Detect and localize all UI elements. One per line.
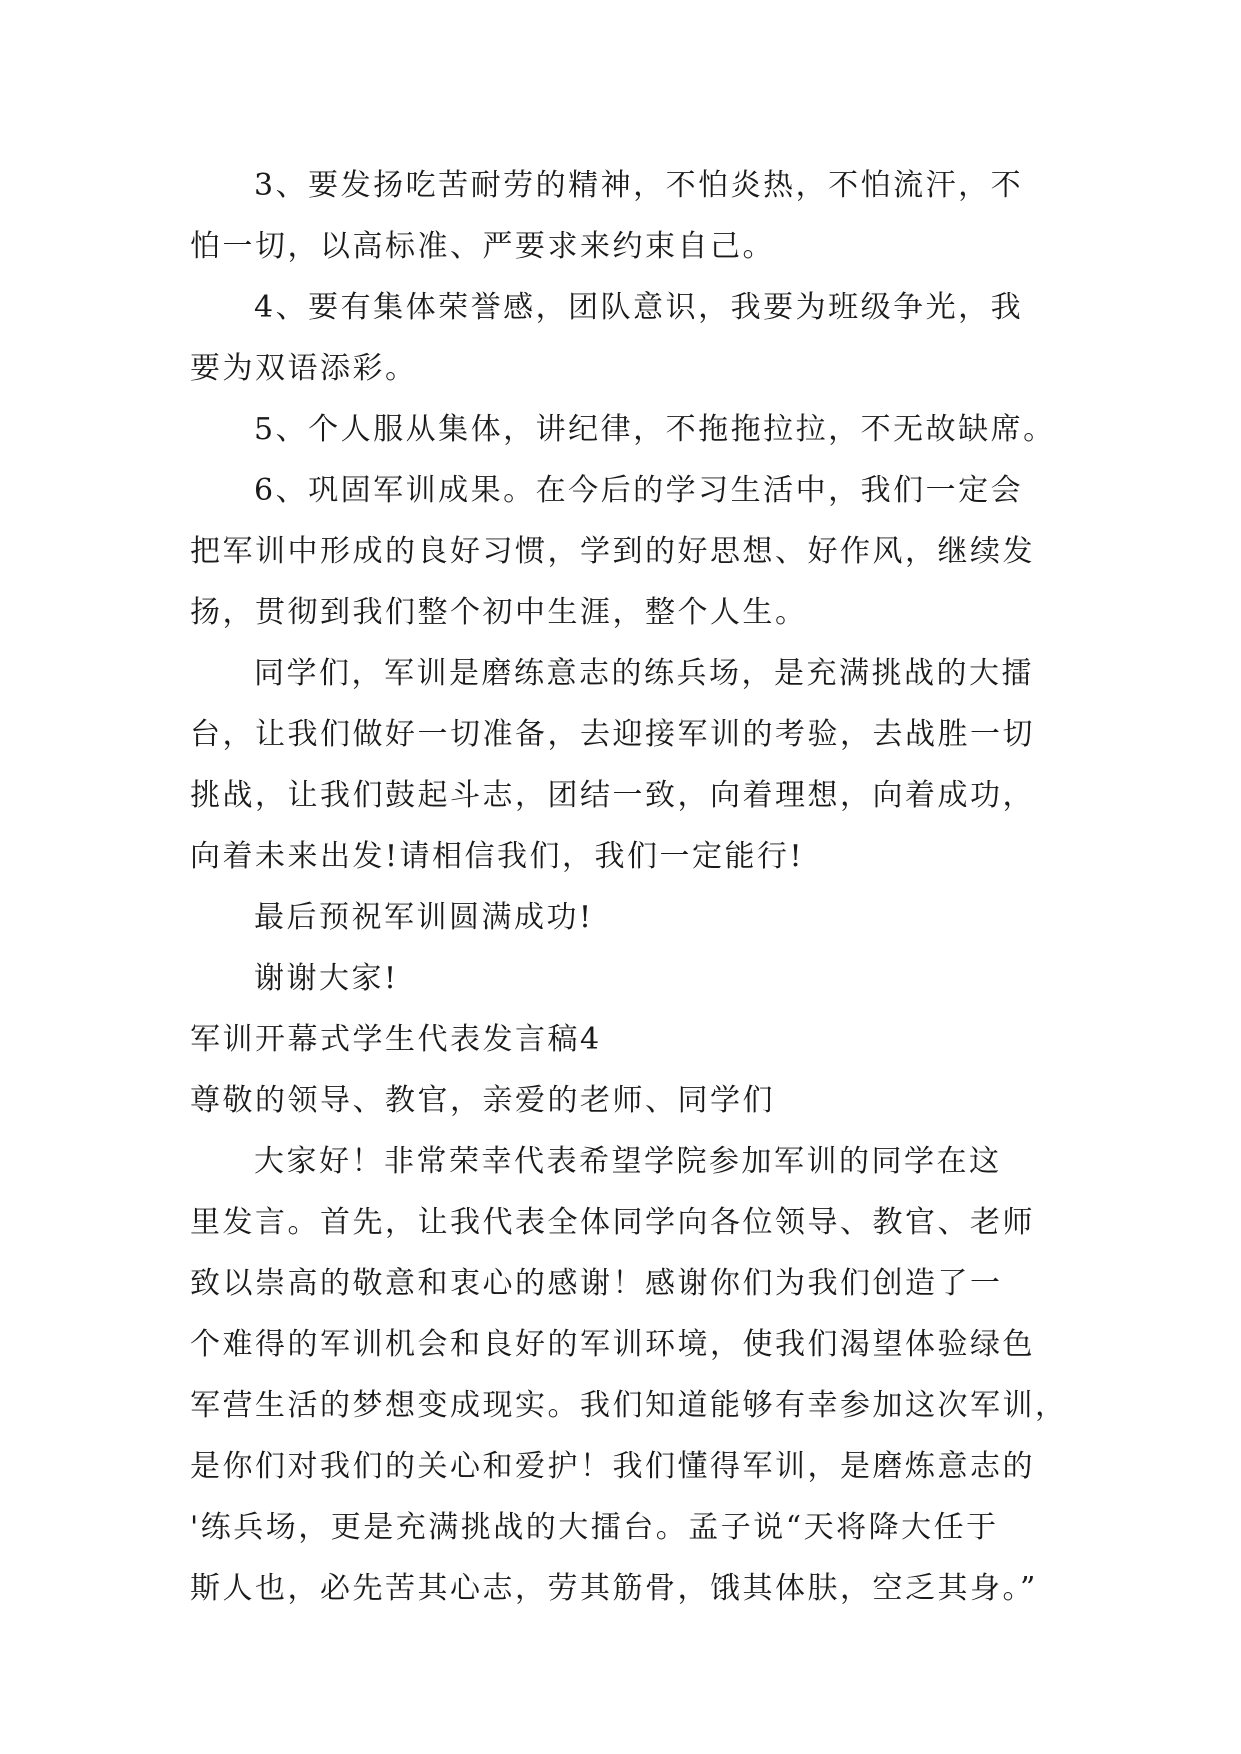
text-line: 个难得的军训机会和良好的军训环境，使我们渴望体验绿色 (190, 1327, 1035, 1362)
text-line: 里发言。首先，让我代表全体同学向各位领导、教官、老师 (190, 1205, 1035, 1240)
text-line: 军训开幕式学生代表发言稿4 (190, 1022, 602, 1057)
text-line: 同学们，军训是磨练意志的练兵场，是充满挑战的大擂 (254, 656, 1034, 691)
text-line: 是你们对我们的关心和爱护！我们懂得军训，是磨炼意志的 (190, 1449, 1035, 1484)
text-line: 致以崇高的敬意和衷心的感谢！感谢你们为我们创造了一 (190, 1266, 1003, 1301)
text-line: 把军训中形成的良好习惯，学到的好思想、好作风，继续发 (190, 534, 1035, 569)
text-line: 尊敬的领导、教官，亲爱的老师、同学们 (190, 1083, 775, 1118)
text-line: 要为双语添彩。 (190, 351, 418, 386)
text-line: 台，让我们做好一切准备，去迎接军训的考验，去战胜一切 (190, 717, 1035, 752)
text-line: 谢谢大家! (254, 961, 399, 996)
text-line: 大家好！非常荣幸代表希望学院参加军训的同学在这 (254, 1144, 1002, 1179)
text-line: 斯人也，必先苦其心志，劳其筋骨，饿其体肤，空乏其身。” (190, 1571, 1038, 1606)
text-line: 最后预祝军训圆满成功! (254, 900, 594, 935)
text-line: 5、个人服从集体，讲纪律，不拖拖拉拉，不无故缺席。 (254, 412, 1056, 447)
text-line: 4、要有集体荣誉感，团队意识，我要为班级争光，我 (254, 290, 1024, 325)
document-body (190, 155, 1070, 1619)
text-line: '练兵场，更是充满挑战的大擂台。孟子说“天将降大任于 (190, 1510, 999, 1545)
text-line: 怕一切，以高标准、严要求来约束自己。 (190, 229, 775, 264)
text-line: 挑战，让我们鼓起斗志，团结一致，向着理想，向着成功， (190, 778, 1035, 813)
text-line: 扬，贯彻到我们整个初中生涯，整个人生。 (190, 595, 808, 630)
text-line: 军营生活的梦想变成现实。我们知道能够有幸参加这次军训， (190, 1388, 1068, 1423)
text-line: 向着未来出发!请相信我们，我们一定能行! (190, 839, 805, 874)
text-line: 6、巩固军训成果。在今后的学习生活中，我们一定会 (254, 473, 1024, 508)
text-line: 3、要发扬吃苦耐劳的精神，不怕炎热，不怕流汗，不 (254, 168, 1024, 203)
